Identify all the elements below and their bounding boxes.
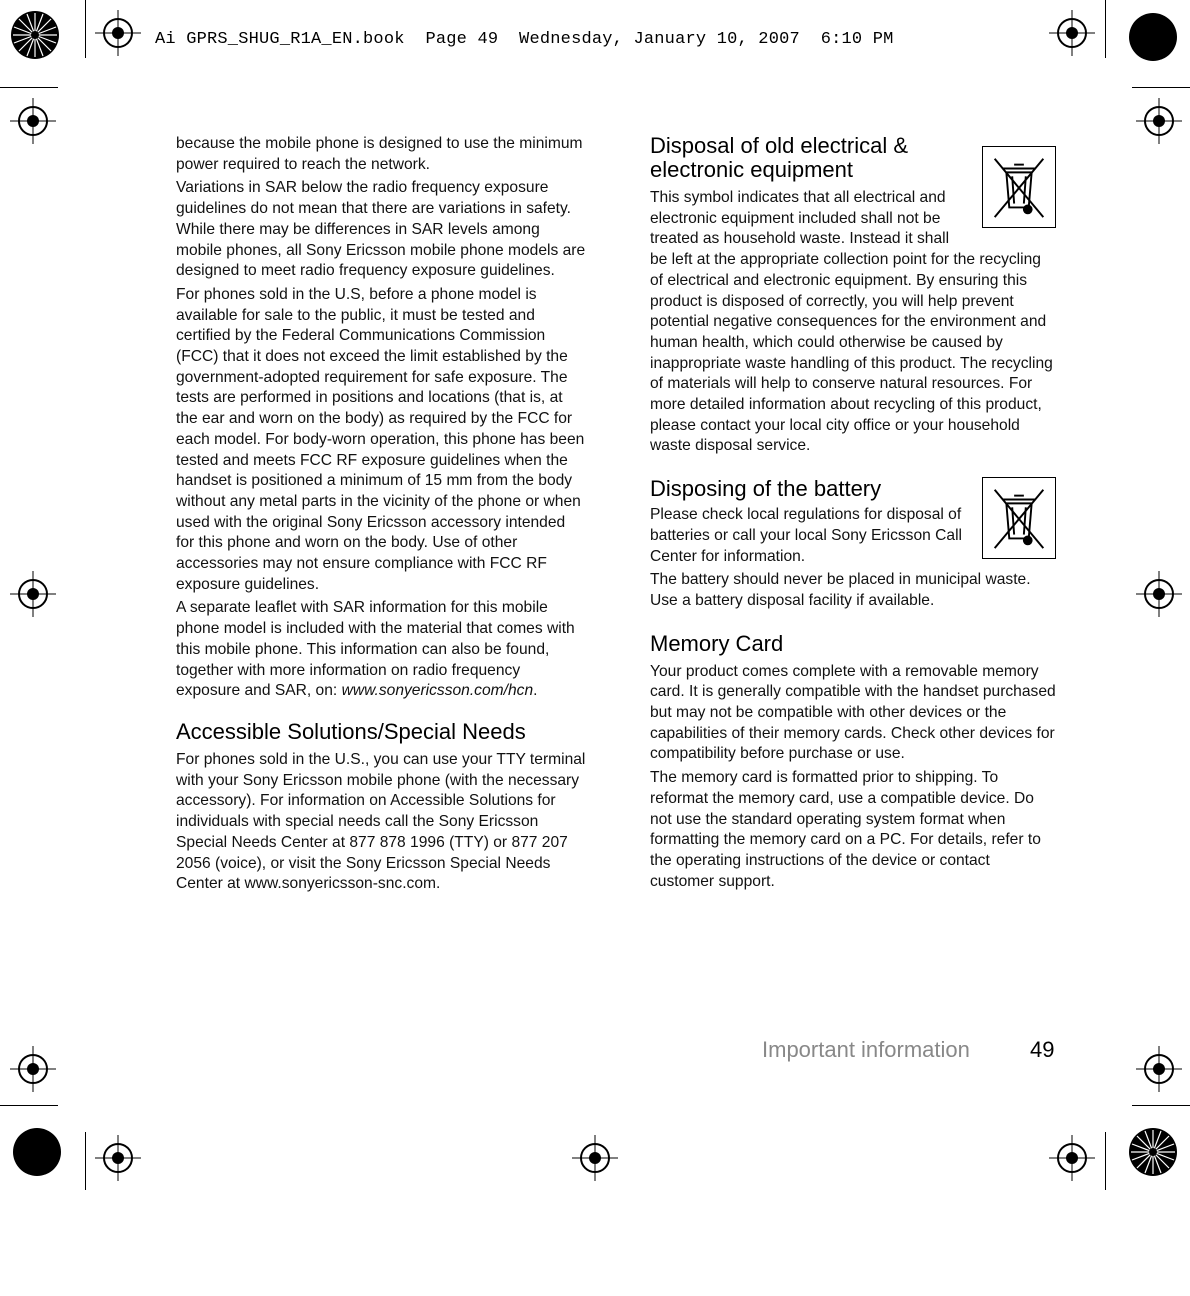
- heading-memory-card: Memory Card: [650, 630, 784, 656]
- paragraph-sar-leaflet: [176, 598, 586, 702]
- registration-mark-icon: [1136, 98, 1182, 144]
- printer-header: Ai GPRS_SHUG_R1A_EN.book Page 49 Wednesday, January 10, 2007 6:10 PM: [155, 30, 894, 49]
- left-column: [176, 134, 586, 898]
- paragraph-battery-regulations: Please check local regulations for disposal of batteries or call your local Sony Ericsson Call Center for information.: [650, 506, 963, 565]
- registration-mark-icon: [1136, 1046, 1182, 1092]
- registration-mark-icon: [10, 571, 56, 617]
- registration-mark-icon: [95, 10, 141, 56]
- crop-line: [1105, 1132, 1106, 1190]
- paragraph-memory-card-compat: Your product comes complete with a removable memory card. It is generally compatible with the handset purchased but may not be compatible with other devices or the capabilities of their memory cards. Check other devices for compatibility before purchase or use.: [650, 662, 1056, 763]
- registration-mark-icon: [572, 1135, 618, 1181]
- section-battery: [650, 477, 1056, 612]
- crop-line: [0, 87, 58, 88]
- registration-mark-icon: [10, 1046, 56, 1092]
- hcn-link[interactable]: www.sonyericsson.com/hcn: [341, 682, 534, 700]
- paragraph-sar-variations: Variations in SAR below the radio frequency exposure guidelines do not mean that there are variations in safety. While there may be differences in SAR levels among mobile phones, all Sony Ericsson mobile phone models are designed to meet radio frequency exposure guidelines.: [176, 179, 586, 280]
- paragraph-network-power: because the mobile phone is designed to use the minimum power required to reach the network.: [176, 135, 583, 173]
- registration-mark-icon: [1136, 571, 1182, 617]
- section-memory-card: [650, 632, 1056, 893]
- color-bar-circle-icon: [10, 10, 60, 60]
- crop-line: [1132, 1105, 1190, 1106]
- heading-disposal: Disposal of old electrical & electronic equipment: [650, 133, 909, 182]
- paragraph-accessible-solutions: For phones sold in the U.S., you can use your TTY terminal with your Sony Ericsson mobile phone (with the necessary accessory). For information on Accessible Solutions for individuals with special needs call the Sony Ericsson Special Needs Center at 877 878 1996 (TTY) or 877 207 2056 (voice), or visit the Sony Ericsson Special Needs Center at www.sonyericsson-snc.com.: [176, 750, 586, 893]
- color-bar-circle-icon: [1128, 1127, 1178, 1177]
- crop-line: [0, 1105, 58, 1106]
- heading-battery: Disposing of the battery: [650, 476, 882, 502]
- solid-circle-mark-icon: [1128, 12, 1178, 62]
- right-column: [650, 134, 1056, 895]
- registration-mark-icon: [1049, 1135, 1095, 1181]
- paragraph-disposal: This symbol indicates that all electrical and electronic equipment included shall not be treated as household waste. Instead it shall be left at the appropriate collection point for the recycling of electrical and electronic equipment. By ensuring this product is disposed of correctly, you will help prevent potential negative consequences for the environment and human health, which could otherwise be caused by inappropriate waste handling of this product. The recycling of materials will help to conserve natural resources. For more detailed information about recycling of this product, please contact your local city office or your household waste disposal service.: [650, 189, 1053, 455]
- weee-bin-icon: [982, 146, 1056, 228]
- crop-line: [1105, 0, 1106, 58]
- section-disposal: [650, 134, 1056, 457]
- heading-accessible-solutions: Accessible Solutions/Special Needs: [176, 718, 526, 744]
- paragraph-battery-waste: The battery should never be placed in municipal waste. Use a battery disposal facility if available.: [650, 571, 1031, 609]
- registration-mark-icon: [95, 1135, 141, 1181]
- footer-section-title: Important information: [762, 1037, 970, 1062]
- solid-circle-mark-icon: [12, 1127, 62, 1177]
- sar-leaflet-end: .: [533, 682, 538, 700]
- registration-mark-icon: [1049, 10, 1095, 56]
- crop-line: [85, 0, 86, 58]
- crop-line: [85, 1132, 86, 1190]
- page-number: 49: [1030, 1037, 1055, 1062]
- paragraph-fcc: For phones sold in the U.S, before a phone model is available for sale to the public, it must be tested and certified by the Federal Communications Commission (FCC) that it does not exceed the limit established by the government-adopted requirement for safe exposure. The tests are performed in positions and locations (that is, at the ear and worn on the body) as required by the FCC for each model. For body-worn operation, this phone has been tested and meets FCC RF exposure guidelines when the handset is positioned a minimum of 15 mm from the body without any metal parts in the vicinity of the phone or when used with the original Sony Ericsson accessory intended for this phone and worn on the body. Use of other accessories may not ensure compliance with FCC RF exposure guidelines.: [176, 285, 585, 593]
- crop-line: [1132, 87, 1190, 88]
- sar-leaflet-text: A separate leaflet with SAR information for this mobile phone model is included with the material that comes with this mobile phone. This information can also be found, together with more information on radio frequency exposure and SAR, on:: [176, 599, 575, 700]
- registration-mark-icon: [10, 98, 56, 144]
- battery-bin-icon: [982, 477, 1056, 559]
- paragraph-memory-card-format: The memory card is formatted prior to shipping. To reformat the memory card, use a compatible device. Do not use the standard operating system format when formatting the memory card on a PC. For details, refer to the operating instructions of the device or contact customer support.: [650, 769, 1041, 890]
